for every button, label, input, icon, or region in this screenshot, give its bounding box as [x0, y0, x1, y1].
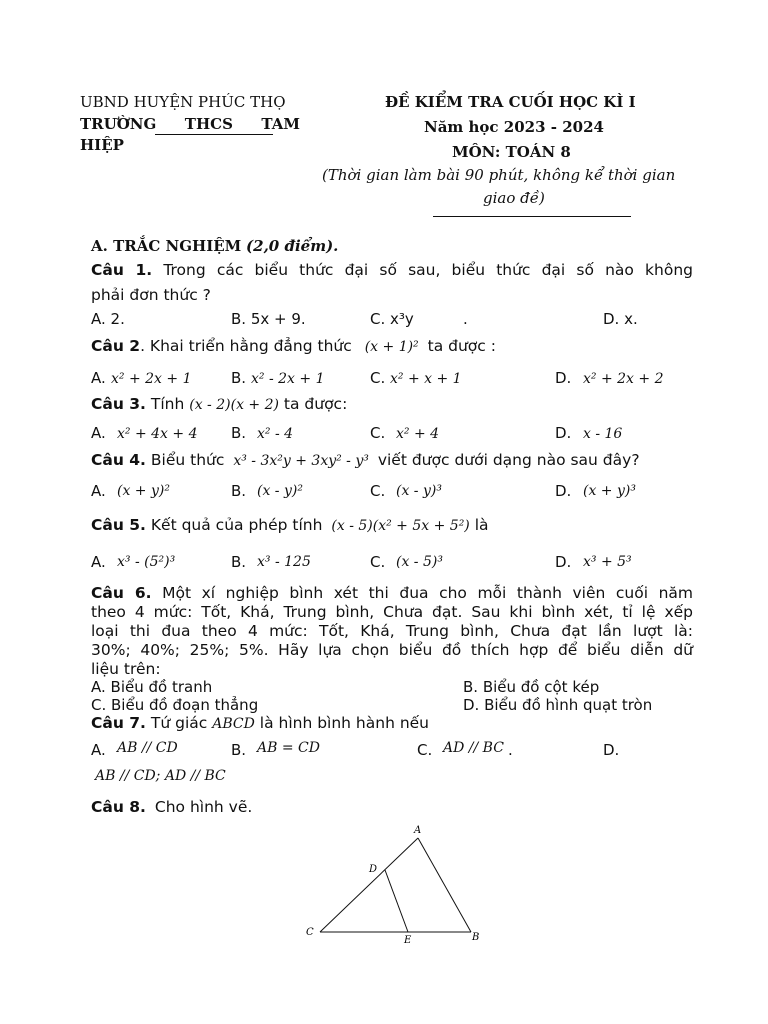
q2-label: Câu 2	[91, 337, 141, 355]
q5-label: Câu 5.	[91, 516, 146, 534]
section-points: (2,0 điểm).	[246, 237, 339, 255]
school-name	[80, 115, 300, 133]
q4-a-label: A.	[91, 482, 106, 500]
time-note-cont: giao đề)	[483, 189, 545, 207]
title-underline	[433, 216, 631, 217]
q5-option-d: x³ + 5³	[583, 554, 632, 570]
q6-label: Câu 6.	[91, 584, 152, 602]
q4-c-label: C.	[370, 482, 386, 500]
q3-text: Tính	[150, 395, 185, 413]
q3-c-label: C.	[370, 424, 386, 442]
school-name-part: TRƯỜNG	[80, 115, 157, 133]
q1-option-c-dot: .	[463, 310, 468, 328]
q3-d-label: D.	[555, 424, 572, 442]
q7-option-d: AB // CD; AD // BC	[95, 768, 226, 784]
q6-line2: theo 4 mức: Tốt, Khá, Trung bình, Chưa đạt. Sau khi bình xét, tỉ lệ xếp	[91, 603, 693, 621]
q5-c-label: C.	[370, 553, 386, 571]
q1-option-a: A. 2.	[91, 310, 125, 328]
q3-b-label: B.	[231, 424, 247, 442]
q2-d-label: D.	[555, 369, 572, 387]
school-name-part: THCS	[184, 115, 233, 133]
q1-text: Trong các biểu thức đại số sau, biểu thức đại số nào không	[163, 261, 693, 279]
q1-option-b: B. 5x + 9.	[231, 310, 306, 328]
q3-a-label: A.	[91, 424, 106, 442]
q2-line	[91, 337, 496, 355]
q5-text: Kết quả của phép tính	[150, 516, 323, 534]
q6-option-b: B. Biểu đồ cột kép	[463, 678, 600, 696]
q7-text: Tứ giác	[150, 714, 208, 732]
q7-option-b: AB = CD	[257, 740, 320, 756]
q1-option-d: D. x.	[603, 310, 638, 328]
q5-d-label: D.	[555, 553, 572, 571]
q3-option-c: x² + 4	[396, 426, 440, 442]
exam-title: ĐỀ KIỂM TRA CUỐI HỌC KÌ I	[385, 93, 636, 111]
q1-line1	[91, 261, 693, 279]
q6-line4: 30%; 40%; 25%; 5%. Hãy lựa chọn biểu đồ thích hợp để biểu diễn dữ	[91, 641, 693, 659]
q3-tail: ta được:	[283, 395, 348, 413]
q7-b-label: B.	[231, 741, 247, 759]
q4-tail: viết được dưới dạng nào sau đây?	[377, 451, 640, 469]
q7-option-c: AD // BC	[443, 740, 504, 756]
q2-option-d: x² + 2x + 2	[583, 371, 664, 387]
q7-option-c-dot: .	[508, 741, 513, 759]
q2-c-label: C.	[370, 369, 386, 387]
section-title	[91, 237, 338, 255]
q6-option-c: C. Biểu đồ đoạn thẳng	[91, 696, 259, 714]
q4-line	[91, 451, 640, 469]
q2-text: . Khai triển hằng đẳng thức	[140, 337, 352, 355]
q7-d-label: D.	[603, 741, 620, 759]
q5-line	[91, 516, 489, 534]
point-e-label: E	[404, 935, 412, 946]
q4-option-b: (x - y)²	[257, 483, 303, 499]
q8-label: Câu 8.	[91, 798, 146, 816]
side-ab	[418, 838, 471, 932]
q5-expr: (x - 5)(x² + 5x + 5²)	[331, 518, 470, 534]
q6-option-d: D. Biểu đồ hình quạt tròn	[463, 696, 653, 714]
point-c-label: C	[306, 927, 314, 938]
point-b-label: B	[472, 932, 480, 943]
q4-b-label: B.	[231, 482, 247, 500]
q4-label: Câu 4.	[91, 451, 146, 469]
q2-option-b: x² - 2x + 1	[251, 371, 325, 387]
q2-b-label: B.	[231, 369, 247, 387]
q5-tail: là	[474, 516, 489, 534]
q3-option-d: x - 16	[583, 426, 623, 442]
q2-tail: ta được :	[427, 337, 496, 355]
q5-option-c: (x - 5)³	[396, 554, 443, 570]
q3-line	[91, 395, 347, 413]
q2-expr: (x + 1)²	[364, 339, 419, 355]
q5-a-label: A.	[91, 553, 106, 571]
q6-option-a: A. Biểu đồ tranh	[91, 678, 213, 696]
q4-expr: x³ - 3x²y + 3xy² - y³	[233, 453, 369, 469]
q1-option-c: C. x³y	[370, 310, 414, 328]
q3-option-b: x² - 4	[257, 426, 294, 442]
triangle-figure	[300, 818, 490, 950]
subject: MÔN: TOÁN 8	[452, 143, 571, 161]
q6-line1	[91, 584, 693, 602]
q6-line3: loại thi đua theo 4 mức: Tốt, Khá, Trung bình, Chưa đạt lần lượt là:	[91, 622, 693, 640]
q4-option-d: (x + y)³	[583, 483, 636, 499]
q5-option-a: x³ - (5²)³	[117, 554, 176, 570]
q3-expr: (x - 2)(x + 2)	[189, 397, 279, 413]
q7-expr: ABCD	[212, 716, 255, 732]
q7-option-a: AB // CD	[117, 740, 178, 756]
q4-text: Biểu thức	[150, 451, 225, 469]
school-authority: UBND HUYỆN PHÚC THỌ	[80, 93, 286, 111]
q2-a-label: A.	[91, 369, 106, 387]
time-note: (Thời gian làm bài 90 phút, không kể thời gian	[322, 166, 676, 184]
q6-text: Một xí nghiệp bình xét thi đua cho mỗi thành viên cuối năm	[162, 584, 693, 602]
q4-option-a: (x + y)²	[117, 483, 170, 499]
q7-label: Câu 7.	[91, 714, 146, 732]
q8-text: Cho hình vẽ.	[154, 798, 253, 816]
q2-option-a: x² + 2x + 1	[111, 371, 192, 387]
school-name-cont: HIỆP	[80, 136, 124, 154]
section-label: A. TRẮC NGHIỆM	[91, 237, 242, 255]
school-name-part: TAM	[261, 115, 300, 133]
header-underline	[155, 134, 273, 135]
q4-option-c: (x - y)³	[396, 483, 442, 499]
q1-label: Câu 1.	[91, 261, 153, 279]
q1-text-cont: phải đơn thức ?	[91, 286, 211, 304]
q6-line5: liệu trên:	[91, 660, 161, 678]
q7-c-label: C.	[417, 741, 433, 759]
q2-option-c: x² + x + 1	[390, 371, 462, 387]
q3-label: Câu 3.	[91, 395, 146, 413]
q3-option-a: x² + 4x + 4	[117, 426, 198, 442]
q7-line	[91, 714, 429, 732]
point-d-label: D	[369, 864, 378, 875]
q7-a-label: A.	[91, 741, 106, 759]
q8-line	[91, 798, 252, 816]
q5-option-b: x³ - 125	[257, 554, 311, 570]
q7-text-cont: là hình bình hành nếu	[259, 714, 430, 732]
q4-d-label: D.	[555, 482, 572, 500]
school-year: Năm học 2023 - 2024	[424, 118, 604, 136]
q5-b-label: B.	[231, 553, 247, 571]
point-a-label: A	[414, 825, 422, 836]
segment-de	[385, 870, 408, 932]
